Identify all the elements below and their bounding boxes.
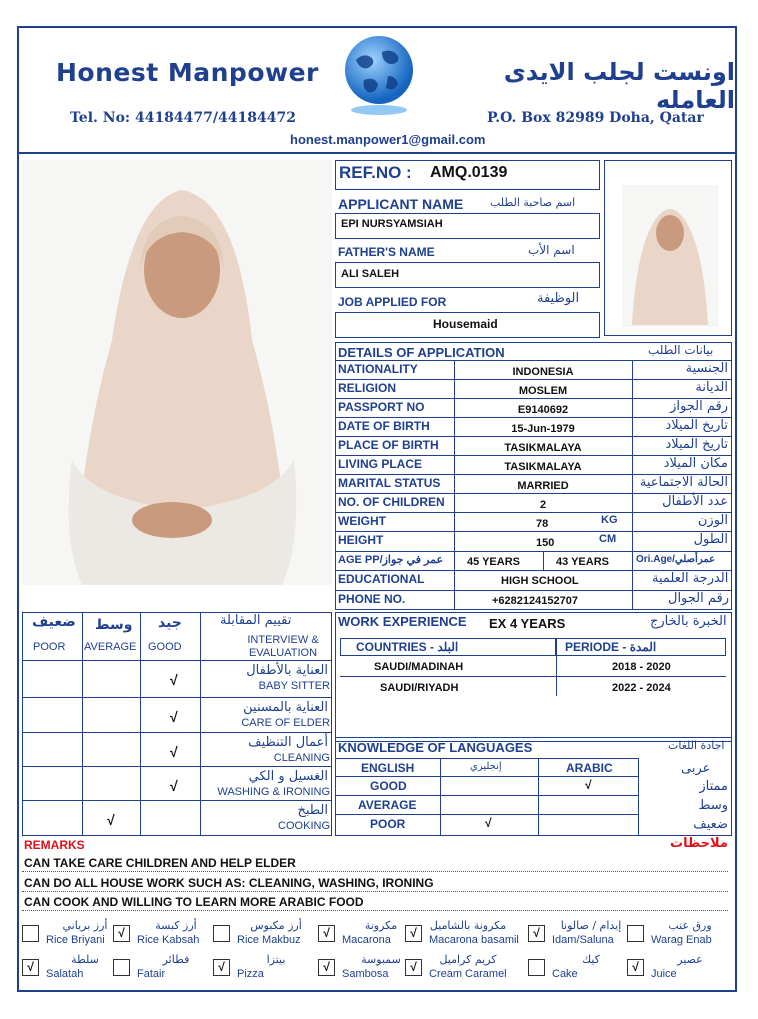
detail-label: DATE OF BIRTH <box>338 419 430 433</box>
food-name: Cake <box>552 968 578 980</box>
father-name-label-ar: اسم الأب <box>528 243 575 257</box>
age-label: AGE PP/عمر في جواز <box>338 554 444 566</box>
detail-value: E9140692 <box>517 404 569 416</box>
food-checkbox[interactable]: √ <box>213 959 230 976</box>
detail-label-ar: تاريخ الميلاد <box>665 437 728 452</box>
remark-line-2: CAN DO ALL HOUSE WORK SUCH AS: CLEANING, WASHING, IRONING <box>24 876 434 890</box>
food-name: Warag Enab <box>651 934 712 946</box>
food-checkbox[interactable]: √ <box>113 925 130 942</box>
father-name: ALI SALEH <box>341 268 400 280</box>
detail-label-ar: عدد الأطفال <box>662 494 728 509</box>
work-period-1: 2018 - 2020 <box>612 661 671 673</box>
phone-value: +6282124152707 <box>492 595 578 607</box>
phone-label: PHONE NO. <box>338 592 406 606</box>
food-checkbox[interactable] <box>528 959 545 976</box>
interview-average-ar: وسط <box>95 617 133 633</box>
food-name: Idam/Saluna <box>552 934 614 946</box>
food-name-ar: مكرونة بالشاميل <box>429 919 507 932</box>
food-name: Cream Caramel <box>429 968 507 980</box>
food-name: Rice Briyani <box>46 934 105 946</box>
food-name: Fatair <box>137 968 166 980</box>
detail-label-ar: الطول <box>693 532 728 547</box>
food-name: Rice Kabsah <box>137 934 200 946</box>
applicant-full-photo <box>22 160 332 585</box>
language-level-ar: ضعيف <box>693 817 728 832</box>
food-checkbox[interactable] <box>627 925 644 942</box>
interview-check-mark: √ <box>170 778 178 794</box>
remark-line-3: CAN COOK AND WILLING TO LEARN MORE ARABIC FOOD <box>24 895 364 909</box>
food-checkbox[interactable]: √ <box>318 925 335 942</box>
detail-label-ar: الجنسية <box>685 361 728 376</box>
detail-label-ar: الوزن <box>697 513 728 528</box>
food-checkbox[interactable] <box>113 959 130 976</box>
food-name-ar: كيك <box>582 953 600 966</box>
languages-label: KNOWLEDGE OF LANGUAGES <box>338 740 533 755</box>
food-name-ar: كريم كراميل <box>439 953 497 966</box>
remarks-label-ar: ملاحظات <box>670 836 728 851</box>
food-name: Rice Makbuz <box>237 934 301 946</box>
remark-line-1: CAN TAKE CARE CHILDREN AND HELP ELDER <box>24 856 296 870</box>
ref-label: REF.NO : <box>339 163 412 182</box>
detail-value: MOSLEM <box>518 385 568 397</box>
detail-label: LIVING PLACE <box>338 457 423 471</box>
work-experience-value: EX 4 YEARS <box>489 616 566 631</box>
detail-label: NATIONALITY <box>338 362 418 376</box>
detail-label: PLACE OF BIRTH <box>338 438 439 452</box>
food-name: Juice <box>651 968 677 980</box>
details-title: DETAILS OF APPLICATION <box>338 345 505 360</box>
food-name: Pizza <box>237 968 264 980</box>
language-level: GOOD <box>370 779 407 793</box>
detail-label: MARITAL STATUS <box>338 476 441 490</box>
applicant-name-label: APPLICANT NAME <box>338 196 464 212</box>
food-checkbox[interactable]: √ <box>627 959 644 976</box>
language-english: ENGLISH <box>361 761 415 775</box>
food-name-ar: مكرونة <box>364 919 398 932</box>
detail-label-ar: الديانة <box>695 380 728 395</box>
food-name: Sambosa <box>342 968 389 980</box>
food-name: Salatah <box>46 968 84 980</box>
interview-poor: POOR <box>33 641 66 653</box>
detail-label: WEIGHT <box>338 514 386 528</box>
interview-title-ar: تقييم المقابلة <box>220 613 292 628</box>
detail-label-ar: تاريخ الميلاد <box>665 418 728 433</box>
food-name-ar: أرز كبسة <box>155 919 197 932</box>
interview-skill: CLEANING <box>273 752 330 764</box>
food-checkbox[interactable]: √ <box>405 959 422 976</box>
job-applied-label: JOB APPLIED FOR <box>338 295 447 309</box>
language-english-mark: √ <box>485 816 492 830</box>
applicant-name-label-ar: اسم صاحبة الطلب <box>490 196 576 209</box>
food-name-ar: إيدام / صالونا <box>560 919 622 932</box>
countries-header: COUNTRIES - البلد <box>356 640 459 654</box>
detail-value: TASIKMALAYA <box>504 461 582 473</box>
details-title-ar: بيانات الطلب <box>648 343 714 357</box>
interview-poor-ar: ضعيف <box>32 614 76 630</box>
food-checkbox[interactable]: √ <box>22 959 39 976</box>
interview-average: AVERAGE <box>84 641 137 653</box>
detail-label: NO. OF CHILDREN <box>338 495 445 509</box>
age-original: 43 YEARS <box>556 556 609 568</box>
food-name-ar: أرز برياني <box>62 919 108 932</box>
remarks-label: REMARKS <box>24 838 85 852</box>
interview-skill-ar: أعمال التنظيف <box>248 735 328 750</box>
education-label: EDUCATIONAL <box>338 572 425 586</box>
food-name-ar: ورق عنب <box>668 919 712 932</box>
interview-skill-ar: العناية بالأطفال <box>246 663 328 678</box>
food-name-ar: فطائر <box>162 953 190 966</box>
food-checkbox[interactable]: √ <box>318 959 335 976</box>
language-level: POOR <box>370 817 406 831</box>
work-experience-box <box>335 612 732 742</box>
detail-label: RELIGION <box>338 381 397 395</box>
detail-label-ar: الحالة الاجتماعية <box>639 475 728 490</box>
detail-label: PASSPORT NO <box>338 400 425 414</box>
interview-check-mark: √ <box>107 812 115 828</box>
detail-label-ar: رقم الجواز <box>670 399 728 414</box>
language-arabic-ar: عربى <box>681 761 711 776</box>
work-period-2: 2022 - 2024 <box>612 682 671 694</box>
phone-label-ar: رقم الجوال <box>668 591 730 606</box>
po-box: P.O. Box 82989 Doha, Qatar <box>487 110 704 126</box>
applicant-name: EPI NURSYAMSIAH <box>341 218 443 230</box>
age-pp: 45 YEARS <box>467 556 520 568</box>
language-arabic-mark: √ <box>585 778 592 792</box>
age-original-label: Ori.Age/عمرأصلي <box>636 554 716 565</box>
food-checkbox[interactable] <box>213 925 230 942</box>
interview-check-mark: √ <box>170 709 178 725</box>
company-name: Honest Manpower <box>56 58 319 87</box>
detail-label: HEIGHT <box>338 533 384 547</box>
work-country-1: SAUDI/MADINAH <box>374 661 464 673</box>
father-name-label: FATHER'S NAME <box>338 245 435 259</box>
food-name-ar: سلطة <box>71 953 99 966</box>
detail-label-ar: مكان الميلاد <box>663 456 728 471</box>
detail-value: MARRIED <box>517 480 569 492</box>
language-english-ar: إنجليزي <box>470 761 502 772</box>
detail-value: 2 <box>539 499 547 511</box>
food-checkbox[interactable] <box>22 925 39 942</box>
food-name: Macarona <box>342 934 391 946</box>
food-name-ar: عصير <box>677 953 703 966</box>
detail-value: INDONESIA <box>512 366 574 378</box>
language-arabic: ARABIC <box>566 761 613 775</box>
interview-skill: CARE OF ELDER <box>241 717 330 729</box>
detail-unit: CM <box>599 533 617 545</box>
food-name-ar: أرز مكبوس <box>250 919 302 932</box>
education-label-ar: الدرجة العلمية <box>652 571 729 586</box>
periode-header: PERIODE - المدة <box>565 640 657 654</box>
interview-skill-ar: الطبخ <box>297 803 328 818</box>
interview-skill: BABY SITTER <box>258 680 330 692</box>
interview-title: INTERVIEW & EVALUATION <box>247 634 319 659</box>
interview-skill: COOKING <box>278 820 330 832</box>
applicant-small-photo <box>622 185 718 327</box>
interview-skill-ar: الغسيل و الكي <box>248 769 328 784</box>
food-checkbox[interactable]: √ <box>405 925 422 942</box>
header-divider <box>17 152 737 154</box>
language-level-ar: ممتاز <box>699 779 728 794</box>
education-value: HIGH SCHOOL <box>501 575 579 587</box>
job-applied-label-ar: الوظيفة <box>537 291 580 306</box>
food-checkbox[interactable]: √ <box>528 925 545 942</box>
telephone: Tel. No: 44184477/44184472 <box>70 110 296 126</box>
food-name: Macarona basamil <box>429 934 519 946</box>
interview-check-mark: √ <box>170 744 178 760</box>
ref-number: AMQ.0139 <box>430 164 508 181</box>
language-level-ar: وسط <box>698 798 728 813</box>
work-country-2: SAUDI/RIYADH <box>380 682 459 694</box>
interview-good: GOOD <box>148 641 182 653</box>
interview-check-mark: √ <box>170 672 178 688</box>
interview-good-ar: جيد <box>158 615 182 631</box>
work-experience-label-ar: الخبرة بالخارج <box>650 614 727 629</box>
languages-label-ar: اجادة اللغات <box>668 739 725 752</box>
company-name-arabic: اونست لجلب الايدى العامله <box>503 58 735 114</box>
detail-value: TASIKMALAYA <box>504 442 582 454</box>
globe-logo-icon <box>336 32 422 118</box>
interview-skill-ar: العناية بالمسنين <box>243 700 328 715</box>
language-level: AVERAGE <box>358 798 417 812</box>
detail-value: 15-Jun-1979 <box>511 423 575 435</box>
food-name-ar: بيتزا <box>266 953 286 966</box>
email: honest.manpower1@gmail.com <box>290 132 486 147</box>
work-experience-label: WORK EXPERIENCE <box>338 614 467 629</box>
food-name-ar: سمبوسة <box>361 953 401 966</box>
detail-unit: KG <box>601 514 618 526</box>
job-applied: Housemaid <box>433 317 498 331</box>
interview-skill: WASHING & IRONING <box>217 786 330 798</box>
